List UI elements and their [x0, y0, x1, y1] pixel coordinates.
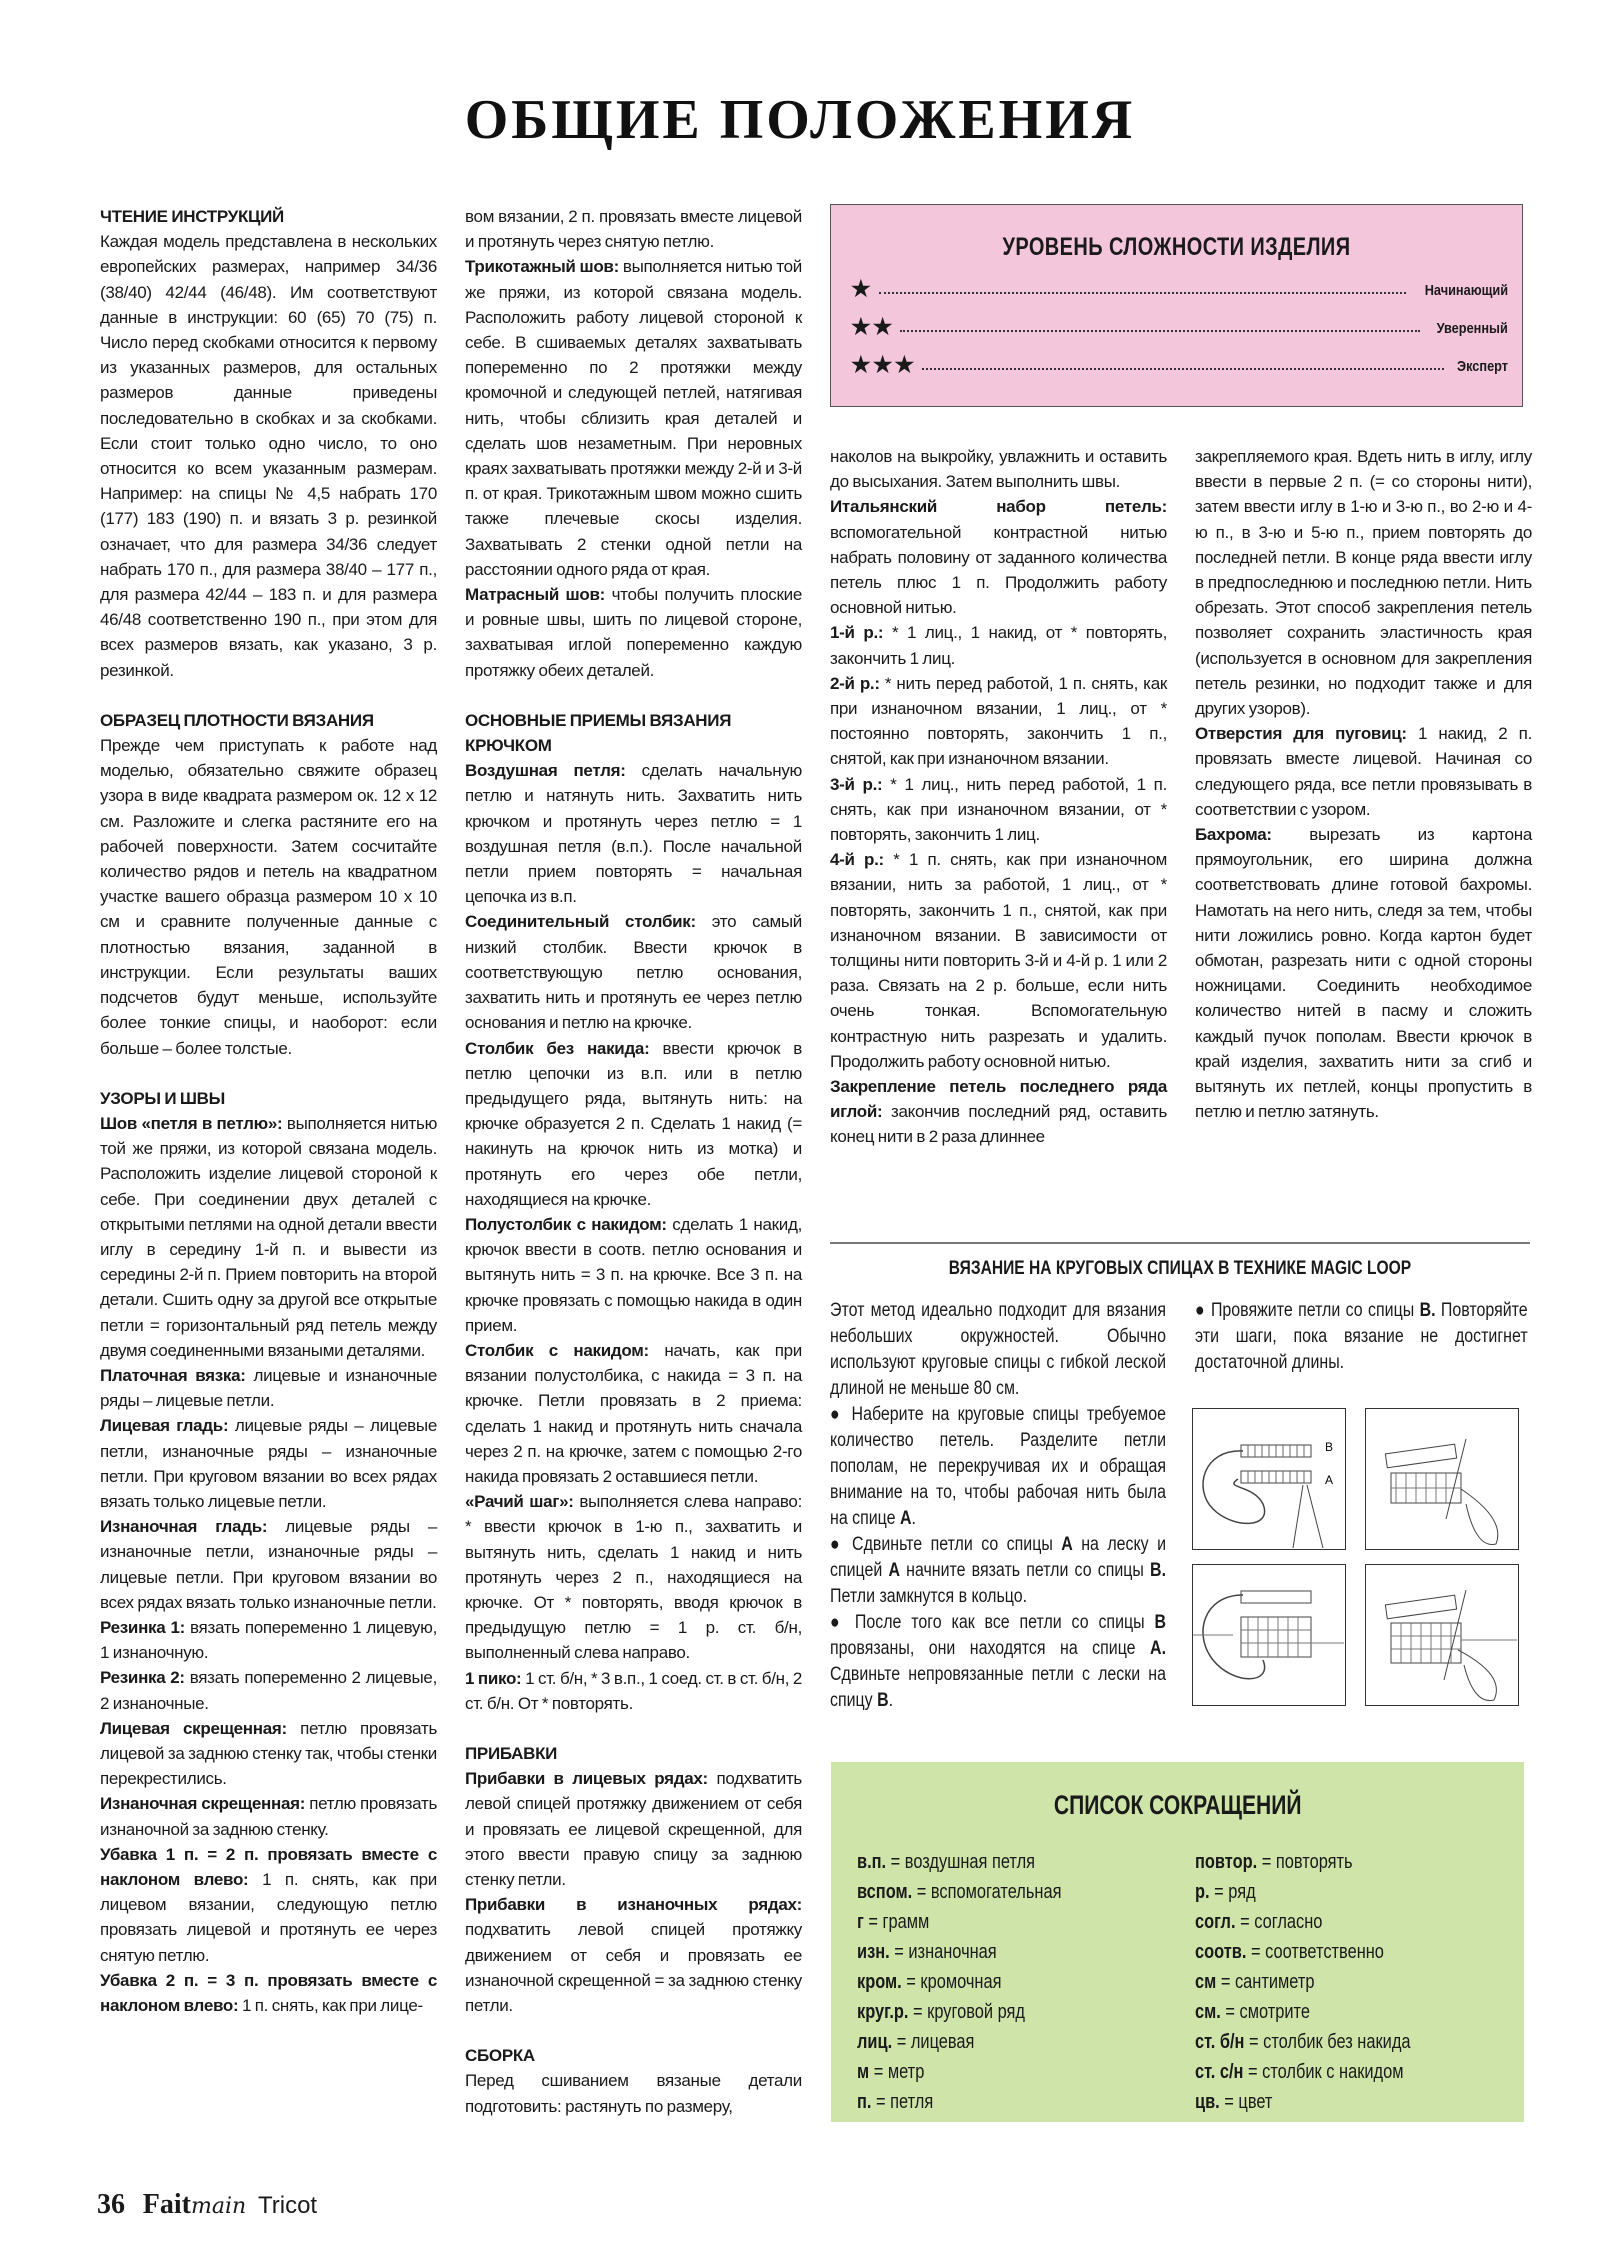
paragraph-text: сделать 1 накид, крючок ввести в соотв. петлю основания и вытянуть нить = 3 п. на крючке. Все 3 п. на крючке провязать с помощью накида в один прием. — [465, 1214, 803, 1335]
paragraph — [1195, 721, 1532, 822]
step-text: ● После того как все петли со спицы — [830, 1612, 1155, 1633]
paragraph-text: петлю провязать изнаночной за заднюю стенку. — [100, 1794, 437, 1839]
paragraph — [830, 1074, 1167, 1150]
abbreviation-row — [857, 2057, 1061, 2087]
paragraph — [465, 1489, 802, 1665]
paragraph-term: 2-й р.: — [830, 673, 880, 693]
paragraph-text: это самый низкий столбик. Ввести крючок в соответствующую петлю основания, захватить нить и протянуть ее через петлю основания и петлю на крючке. — [465, 912, 802, 1033]
abbreviation-row — [857, 1937, 1061, 1967]
paragraph-text: лицевые ряды – изнаночные петли, изнаночные ряды – лицевые петли. При круговом вязании во всех рядах вязать только изнаночные петли. — [100, 1517, 437, 1612]
paragraph — [465, 1892, 802, 2018]
abbreviation: кром. — [857, 1971, 902, 1993]
paragraph-term: 3-й р.: — [830, 774, 883, 794]
paragraph-term: Изнаночная скрещенная: — [100, 1794, 306, 1814]
abbreviation-meaning: = лицевая — [896, 2031, 975, 2053]
paragraph — [465, 1212, 802, 1338]
text-column-3 — [830, 444, 1167, 1150]
paragraph-text: 1 накид, 2 п. провязать вместе лицевой. Начиная со следующего ряда, все петли провязывать в соответствии с узором. — [1195, 724, 1532, 819]
needle-letter: В — [877, 1690, 889, 1711]
paragraph — [1195, 444, 1532, 721]
needle-letter: А — [899, 1508, 912, 1529]
abbreviation-row — [1195, 1997, 1411, 2027]
paragraph-text: * 1 лиц., нить перед работой, 1 п. снять, как при изнаночном вязании, от * повторять, закончить 1 лиц. — [830, 774, 1167, 845]
paragraph-text: Каждая модель представлена в нескольких европейских размерах, например 34/36 (38/40) 42/44 (46/48). Им соответствуют данные в инструкции: 60 (65) 70 (75) п. Число перед скобками относится к первому из указанных размеров, для остальных размеров данные приведены последовательно в скобках и за скобками. Если стоит только одно число, то оно относится ко всем указанным размерам. Например: на спицы № 4,5 набрать 170 (177) 183 (190) п. и вязать 3 р. резинкой означает, что для размера 34/36 следует набрать 170 п., для размера 38/40 – 177 п., для размера 42/44 – 183 п. и для размера 46/48 соответственно 190 п., при этом для всех размеров вязать, как указано, 3 р. резинкой. — [100, 232, 437, 680]
abbreviation-row — [1195, 2027, 1411, 2057]
star-icon: ★★ — [851, 314, 895, 339]
paragraph — [465, 909, 802, 1035]
abbreviation-meaning: = круговой ряд — [913, 2001, 1025, 2023]
paragraph-term: Изнаночная гладь: — [100, 1517, 268, 1537]
paragraph-term: «Рачий шаг»: — [465, 1492, 574, 1512]
paragraph-term: Прибавки в лицевых рядах: — [465, 1769, 708, 1789]
difficulty-level-beginner — [851, 276, 1508, 301]
paragraph — [465, 1338, 802, 1489]
abbreviation: р. — [1195, 1881, 1210, 1903]
paragraph-text: Прежде чем приступать к работе над моделью, обязательно свяжите образец узора в виде квадрата размером ок. 12 х 12 см. Разложите и слегка растяните его на рабочей поверхности. Затем сосчитайте количество рядов и петель на квадратном участке вашего образца размером 10 х 10 см и сравните полученные данные с плотностью вязания, заданной в инструкции. Если результаты ваших подсчетов будут меньше, используйте более тонкие спицы, и наоборот: если больше – более толстые. — [100, 736, 437, 1058]
paragraph — [830, 494, 1167, 620]
abbreviations-title-text: СПИСОК СОКРАЩЕНИЙ — [1053, 1790, 1302, 1820]
star-icon: ★ — [851, 276, 873, 301]
paragraph-term: Убавка 2 п. = 3 п. провязать вместе с наклоном влево: — [100, 1970, 437, 2016]
paragraph — [830, 620, 1167, 670]
paragraph-term: Закрепление петель последнего ряда иглой: — [830, 1077, 1167, 1122]
magic-loop-step — [830, 1610, 1166, 1714]
paragraph — [100, 1791, 437, 1841]
paragraph — [830, 847, 1167, 1074]
abbreviation: ст. б/н — [1195, 2031, 1245, 2053]
abbreviation-meaning: = сантиметр — [1220, 1971, 1315, 1993]
paragraph-term: Полустолбик с накидом: — [465, 1214, 667, 1234]
abbreviation-row — [1195, 2057, 1411, 2087]
paragraph-text: закончив последний ряд, оставить конец нити в 2 раза длиннее — [830, 1102, 1168, 1147]
abbreviation: согл. — [1195, 1911, 1236, 1933]
abbreviation-meaning: = петля — [876, 2091, 934, 2113]
abbreviation-meaning: = кромочная — [906, 1971, 1002, 1993]
text-column-4 — [1195, 444, 1532, 1124]
step-text: на леску и спицей — [830, 1534, 1166, 1581]
needle-letter: А. — [1150, 1638, 1166, 1659]
level-label: Эксперт — [1456, 358, 1508, 375]
paragraph-term: Убавка 1 п. = 2 п. провязать вместе с наклоном влево: — [100, 1844, 437, 1889]
paragraph-text: ввести крючок в петлю цепочки из в.п. или в петлю предыдущего ряда, вытянуть нить: на крючке образуется 2 п. Сделать 1 накид (= накинуть на крючок нить из мотка) и протянуть его через обе петли, находящиеся на крючке. — [465, 1038, 802, 1209]
paragraph-text: 1 п. снять, как при лицевом вязании, следующую петлю провязать лицевой и протянуть ее через снятую петлю. — [100, 1870, 437, 1965]
needle-letter: В. — [1150, 1560, 1167, 1581]
abbreviation-row — [857, 1847, 1061, 1877]
page-title: ОБЩИЕ ПОЛОЖЕНИЯ — [464, 89, 1136, 151]
page-number: 36 — [97, 2189, 125, 2220]
abbreviation-row — [1195, 1847, 1411, 1877]
magic-loop-step — [1195, 1298, 1528, 1376]
paragraph-text: * 1 лиц., 1 накид, от * повторять, закончить 1 лиц. — [830, 623, 1167, 668]
step-text: . — [888, 1690, 894, 1711]
paragraph-text: выполняется нитью той же пряжи, из которой связана модель. Расположить изделие лицевой стороной к себе. При соединении двух деталей с открытыми петлями на одной детали ввести иглу в середину 1-й п. и вывести из середины 2-й п. Прием повторить на второй детали. Сшить одну за другой все открытые петли = горизонтальный ряд петель между двумя соединенными вязаными деталями. — [100, 1113, 438, 1360]
star-icon: ★★★ — [851, 352, 917, 377]
leader-dots — [879, 292, 1406, 294]
section-heading: ЧТЕНИЕ ИНСТРУКЦИЙ — [100, 207, 284, 226]
step-text: ● Сдвиньте петли со спицы — [830, 1534, 1062, 1555]
paragraph-text: начать, как при вязании полустолбика, с накида = 3 п. на крючке. Петли провязать в 2 приема: сделать 1 накид и протянуть нить сначала через 2 п. на крючке, затем с помощью 2-го накида провязать 2 оставшиеся петли. — [465, 1340, 803, 1486]
abbreviations-left-list — [857, 1847, 1106, 2117]
paragraph — [465, 1666, 802, 1716]
paragraph-term: Столбик без накида: — [465, 1038, 650, 1058]
abbreviation-meaning: = столбик с накидом — [1247, 2061, 1404, 2083]
abbreviation-row — [857, 2087, 1061, 2117]
paragraph-text: вырезать из картона прямоугольник, его ширина должна соответствовать длине готовой бахромы. Намотать на него нить, следя за тем, чтобы нити ложились ровно. Когда картон будет обмотан, разрезать нити с одной стороны ножницами. Соединить необходимое количество нитей в пасму и сложить каждый пучок пополам. Ввести крючок в край изделия, захватить нити за сгиб и вытянуть их петлей, концы пропустить в петлю и петлю затянуть. — [1195, 825, 1533, 1122]
abbreviations-box — [831, 1762, 1524, 2122]
abbreviation: ст. с/н — [1195, 2061, 1244, 2083]
abbreviation-row — [1195, 1937, 1411, 1967]
text-column-2 — [465, 204, 802, 2119]
abbreviation-meaning: = грамм — [868, 1911, 930, 1933]
abbreviation: изн. — [857, 1941, 890, 1963]
abbreviation-row — [857, 1877, 1061, 1907]
paragraph — [100, 733, 437, 1061]
paragraph — [830, 444, 1167, 494]
needle-letter: А — [888, 1560, 900, 1581]
knitting-needles-icon — [1193, 1409, 1344, 1548]
paragraph — [830, 671, 1167, 772]
paragraph-text: лицевые и изнаночные ряды – лицевые петли. — [100, 1365, 437, 1411]
section-heading: ОСНОВНЫЕ ПРИЕМЫ ВЯЗАНИЯ КРЮЧКОМ — [465, 710, 732, 756]
abbreviation: в.п. — [857, 1851, 887, 1873]
abbreviation: круг.р. — [857, 2001, 909, 2023]
page-footer — [97, 2188, 317, 2221]
knitting-needles-icon — [1366, 1409, 1517, 1548]
abbreviation: п. — [857, 2091, 872, 2113]
abbreviation-row — [857, 1907, 1061, 1937]
section-heading: ПРИБАВКИ — [465, 1743, 558, 1763]
paragraph-term: Бахрома: — [1195, 825, 1272, 845]
magic-loop-step — [830, 1298, 1166, 1402]
paragraph-term: Резинка 1: — [100, 1617, 185, 1637]
needle-letter: В — [1154, 1612, 1166, 1633]
abbreviation: м — [857, 2061, 870, 2083]
section-divider — [830, 1242, 1530, 1244]
abbreviation: г — [857, 1911, 864, 1933]
paragraph-text: выполняется нитью той же пряжи, из которой связана модель. Расположить работу лицевой стороной к себе. В сшиваемых деталях захватывать попеременно по 2 протяжки между кромочной и следующей петлей, натягивая нить, чтобы сблизить края деталей и сделать шов незаметным. При неровных краях захватывать протяжки между 2-й и 3-й п. от края. Трикотажным швом можно сшить также плечевые скосы изделия. Захватывать 2 стенки одной петли на расстоянии одного ряда от края. — [465, 257, 802, 579]
needle-letter: А — [1061, 1534, 1073, 1555]
knitting-needles-icon — [1366, 1565, 1517, 1704]
step-text: провязаны, они находятся на спице — [830, 1638, 1151, 1659]
paragraph — [830, 772, 1167, 848]
step-text: . — [911, 1508, 916, 1529]
paragraph — [100, 1665, 437, 1715]
abbreviation: цв. — [1195, 2091, 1220, 2113]
paragraph-text: Перед сшиванием вязаные детали подготовить: растянуть по размеру, — [465, 2071, 802, 2116]
magic-loop-step — [830, 1532, 1166, 1610]
magic-loop-title — [830, 1258, 1530, 1280]
magic-loop-illustration-1 — [1192, 1408, 1346, 1550]
paragraph-text: подхватить левой спицей протяжку движением от себя и провязать ее лицевой скрещенной, для этого ввести правую спицу за заднюю стенку петли. — [465, 1769, 802, 1889]
level-label: Уверенный — [1436, 320, 1508, 337]
paragraph-text: закрепляемого края. Вдеть нить в иглу, иглу ввести в первые 2 п. (= со стороны нити), затем ввести иглу в 1-ю и 3-ю п., во 2-ю и 4-ю п., в 3-ю и 5-ю п., прием повторять до последней петли. В конце ряда ввести иглу в предпоследнюю и последнюю петли. Нить обрезать. Этот способ закрепления петель позволяет сохранить эластичность края (используется в основном для закрепления петель резинки, но подходит также и для других узоров). — [1195, 447, 1532, 719]
abbreviation-meaning: = смотрите — [1225, 2001, 1310, 2023]
abbreviation-meaning: = изнаночная — [894, 1941, 997, 1963]
paragraph — [100, 1716, 437, 1792]
abbreviation-meaning: = повторять — [1261, 1851, 1353, 1873]
needle-letter: В. — [1419, 1300, 1436, 1321]
paragraph — [100, 1363, 437, 1413]
abbreviations-right-list — [1195, 1847, 1458, 2117]
paragraph — [465, 1766, 802, 1892]
difficulty-level-confident — [851, 314, 1508, 339]
paragraph — [465, 758, 802, 909]
paragraph-text: подхватить левой спицей протяжку движением от себя и провязать ее изнаночной скрещенной = за заднюю стенку петли. — [465, 1920, 802, 2016]
step-text: Повторяйте эти шаги, пока вязание не достигнет достаточной длины. — [1195, 1300, 1528, 1373]
paragraph-term: Столбик с накидом: — [465, 1340, 649, 1360]
paragraph-text: сделать начальную петлю и натянуть нить. Захватить нить крючком и протянуть через петлю = 1 воздушная петля (в.п.). После начальной петли прием повторять = начальная цепочка из в.п. — [465, 761, 802, 907]
step-text: Этот метод идеально подходит для вязания небольших окружностей. Обычно используют круговые спицы с гибкой леской длиной не меньше 80 см. — [830, 1300, 1166, 1399]
difficulty-level-box — [830, 204, 1523, 407]
abbreviation: см. — [1195, 2001, 1221, 2023]
paragraph-text: вязать попеременно 2 лицевые, 2 изнаночные. — [100, 1668, 438, 1713]
magic-loop-illustration-3 — [1192, 1564, 1346, 1706]
paragraph-text: вспомогательной контрастной нитью набрать половину от заданного количества петель плюс 1 п. Продолжить работу основной нитью. — [830, 522, 1167, 618]
abbreviation-meaning: = цвет — [1224, 2091, 1273, 2113]
abbreviation-row — [1195, 1907, 1411, 1937]
paragraph-text: 1 п. снять, как при лице- — [241, 1996, 423, 2016]
needle-b-label: B — [1325, 1440, 1334, 1454]
abbreviation-meaning: = воздушная петля — [890, 1851, 1036, 1873]
paragraph — [100, 1842, 437, 1968]
paragraph-text: петлю провязать лицевой за заднюю стенку так, чтобы стенки перекрестились. — [100, 1718, 438, 1789]
paragraph-term: Платочная вязка: — [100, 1365, 246, 1385]
paragraph — [100, 1111, 437, 1363]
paragraph-text: вязать попеременно 1 лицевую, 1 изнаночную. — [100, 1617, 438, 1663]
level-label: Начинающий — [1424, 282, 1508, 299]
paragraph — [1195, 822, 1532, 1124]
step-text: Сдвиньте непровязанные петли с лески на спицу — [830, 1664, 1166, 1711]
abbreviation: лиц. — [857, 2031, 893, 2053]
paragraph-term: Резинка 2: — [100, 1668, 185, 1688]
abbreviation-meaning: = вспомогательная — [916, 1881, 1062, 1903]
paragraph-text: чтобы получить плоские и ровные швы, шить по лицевой стороне, захватывая иглой попеременно каждую протяжку обеих деталей. — [465, 585, 802, 680]
paragraph-term: Матрасный шов: — [465, 585, 606, 605]
difficulty-level-expert — [851, 352, 1508, 377]
needle-a-label: A — [1325, 1473, 1334, 1487]
leader-dots — [922, 368, 1444, 370]
step-text: ● Наберите на круговые спицы требуемое количество петель. Разделите петли пополам, не перекручивая их и обращая внимание на то, чтобы рабочая нить была на спице — [830, 1404, 1166, 1529]
paragraph — [465, 1036, 802, 1212]
abbreviation-row — [1195, 1877, 1411, 1907]
abbreviation-row — [1195, 1967, 1411, 1997]
magic-loop-title-text: ВЯЗАНИЕ НА КРУГОВЫХ СПИЦАХ В ТЕХНИКЕ MAGIC LOOP — [948, 1258, 1412, 1279]
paragraph-text: выполняется слева направо: * ввести крючок в 1-ю п., захватить и вытянуть нить, сделать 1 накид и нить протянуть через 2 п., находящиеся на крючке. От * повторять, вводя крючок в предыдущую петлю = 1 р. ст. б/н, выполненный слева направо. — [465, 1492, 803, 1663]
brand-logo-tricot: Tricot — [257, 2192, 318, 2219]
abbreviation-meaning: = согласно — [1240, 1911, 1323, 1933]
paragraph-text: вом вязании, 2 п. провязать вместе лицевой и протянуть через снятую петлю. — [465, 207, 802, 252]
paragraph-term: Лицевая гладь: — [100, 1416, 229, 1436]
magic-loop-illustration-2 — [1365, 1408, 1519, 1550]
step-text: начните вязать петли со спицы — [899, 1560, 1151, 1581]
abbreviation-row — [857, 2027, 1061, 2057]
abbreviation-row — [857, 1967, 1061, 1997]
section-heading: ОБРАЗЕЦ ПЛОТНОСТИ ВЯЗАНИЯ — [100, 710, 374, 730]
step-text: ● Провяжите петли со спицы — [1195, 1300, 1420, 1321]
abbreviation-row — [1195, 2087, 1411, 2117]
leader-dots — [900, 330, 1420, 332]
paragraph-term: Прибавки в изнаночных рядах: — [465, 1895, 802, 1915]
brand-logo-main: main — [191, 2194, 247, 2219]
abbreviations-title — [831, 1790, 1524, 1821]
magic-loop-illustration-4 — [1365, 1564, 1519, 1706]
paragraph — [465, 2068, 802, 2118]
paragraph-term: Лицевая скрещенная: — [100, 1718, 287, 1738]
paragraph-text: * нить перед работой, 1 п. снять, как при изнаночном вязании, 1 лиц., от * постоянно повторять, закончить 1 п., снятой, как при изнаночном вязании. — [830, 673, 1167, 769]
section-heading: СБОРКА — [465, 2046, 535, 2066]
magic-loop-text-left — [830, 1298, 1166, 1714]
abbreviation-meaning: = столбик без накида — [1248, 2031, 1411, 2053]
abbreviation: повтор. — [1195, 1851, 1258, 1873]
paragraph-term: Итальянский набор петель: — [830, 497, 1167, 517]
paragraph-term: 4-й р.: — [830, 850, 884, 870]
paragraph — [465, 204, 802, 254]
paragraph-term: Соединительный столбик: — [465, 912, 696, 932]
step-text: Петли замкнутся в кольцо. — [830, 1586, 1028, 1607]
brand-logo-fait: Fait — [142, 2189, 191, 2220]
paragraph-text: лицевые ряды – лицевые петли, изнаночные ряды – изнаночные петли. При круговом вязании во всех рядах вязать только лицевые петли. — [100, 1416, 437, 1511]
abbreviation: см — [1195, 1971, 1217, 1993]
paragraph — [465, 254, 802, 582]
paragraph — [465, 582, 802, 683]
paragraph — [100, 1968, 437, 2018]
abbreviation: вспом. — [857, 1881, 913, 1903]
abbreviation-meaning: = ряд — [1214, 1881, 1256, 1903]
magic-loop-step — [830, 1402, 1166, 1532]
paragraph-term: 1-й р.: — [830, 623, 884, 643]
paragraph-text: 1 ст. б/н, * 3 в.п., 1 соед. ст. в ст. б/н, 2 ст. б/н. От * повторять. — [465, 1668, 803, 1713]
difficulty-title: УРОВЕНЬ СЛОЖНОСТИ ИЗДЕЛИЯ — [1002, 233, 1351, 261]
paragraph-text: * 1 п. снять, как при изнаночном вязании, нить за работой, 1 лиц., от * повторять, закончить 1 п., снятой, как при изнаночном вязании. В зависимости от толщины нити повторить 3-й и 4-й р. 1 или 2 раза. Связать на 2 р. больше, если нить очень тонкая. Вспомогательную контрастную нить разрезать и удалить. Продолжить работу основной нитью. — [830, 850, 1167, 1071]
paragraph — [100, 1413, 437, 1514]
paragraph-text: наколов на выкройку, увлажнить и оставить до высыхания. Затем выполнить швы. — [830, 447, 1167, 492]
paragraph-term: Трикотажный шов: — [465, 257, 619, 277]
knitting-needles-icon — [1193, 1565, 1344, 1704]
paragraph — [100, 1615, 437, 1665]
text-column-1 — [100, 204, 437, 2018]
abbreviation: соотв. — [1195, 1941, 1247, 1963]
paragraph-term: Воздушная петля: — [465, 761, 626, 781]
abbreviation-meaning: = соответственно — [1250, 1941, 1384, 1963]
magic-loop-text-right — [1195, 1298, 1528, 1376]
paragraph — [100, 229, 437, 683]
paragraph — [100, 1514, 437, 1615]
section-heading: УЗОРЫ И ШВЫ — [100, 1088, 225, 1108]
abbreviation-row — [857, 1997, 1061, 2027]
paragraph-term: 1 пико: — [465, 1668, 522, 1688]
paragraph-term: Шов «петля в петлю»: — [100, 1113, 283, 1133]
paragraph-term: Отверстия для пуговиц: — [1195, 724, 1407, 744]
abbreviation-meaning: = метр — [873, 2061, 925, 2083]
